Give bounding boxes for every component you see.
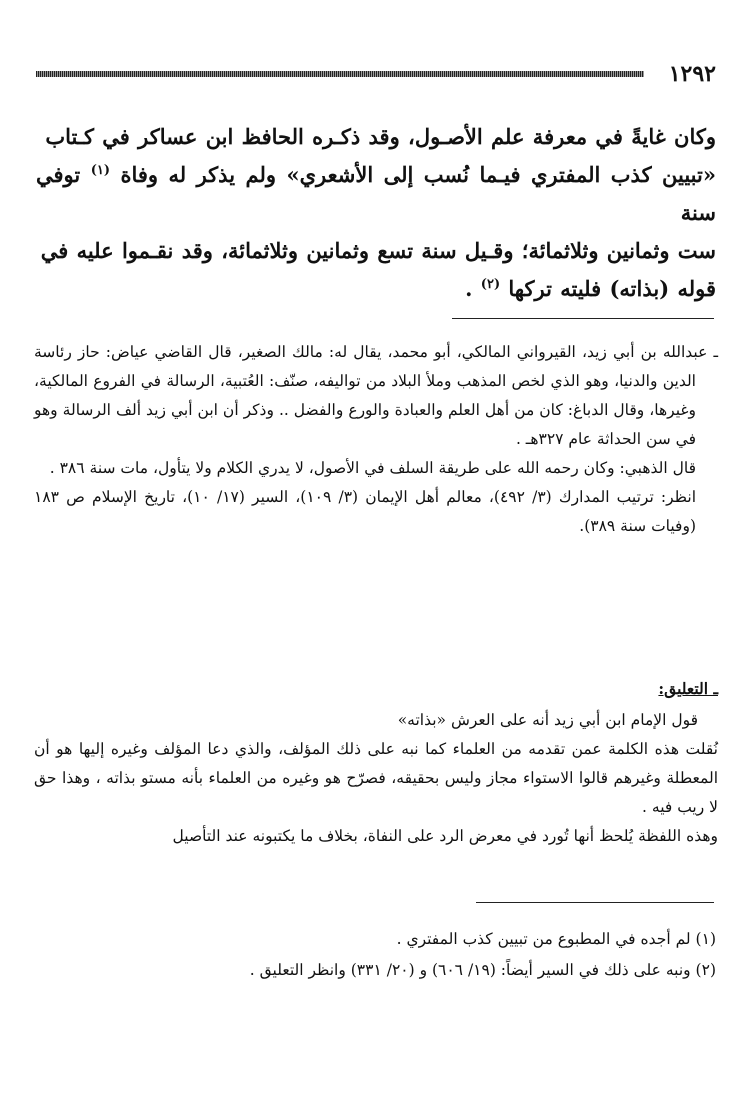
main-text-line [36, 156, 716, 232]
main-text-fragment: توفي سنة [36, 162, 716, 225]
commentary-paragraph: نُقلت هذه الكلمة عمن تقدمه من العلماء كما نبه على ذلك المؤلف، والذي دعا المؤلف وغيره إليها هو أن المعطلة وغيرهم قالوا الاستواء مجاز وليس بحقيقه، فصرّح هو وغيره من العلماء بأنه مستو بذاته ، وهذا حق لا ريب فيه . [34, 740, 718, 816]
main-text-line: وكان غايةً في معرفة علم الأصـول، وقد ذكـره الحافظ ابن عساكر في كـتاب [45, 124, 716, 149]
main-text-line: ست وثمانين وثلاثمائة؛ وقـيل سنة تسع وثمانين وثلاثمائة، وقد نقـموا عليه في [40, 238, 716, 263]
footnote-marker-2[interactable]: (٢) [480, 277, 501, 292]
sources-paragraph: انظر: ترتيب المدارك (٣/ ٤٩٢)، معالم أهل الإيمان (٣/ ١٠٩)، السير (١٧/ ١٠)، تاريخ الإسلام ص ١٨٣ (وفيات سنة ٣٨٩). [34, 488, 697, 535]
footnote-marker-1[interactable]: (١) [90, 163, 110, 178]
commentary-paragraph: وهذه اللفظة يُلحظ أنها تُورد في معرض الرد على النفاة، بخلاف ما يكتبونه عند التأصيل [172, 827, 718, 845]
commentary-heading: ـ التعليق: [658, 679, 718, 698]
page-header [36, 62, 716, 88]
biography-note [34, 338, 718, 541]
section-divider [452, 318, 714, 319]
commentary-section [34, 674, 718, 851]
main-text-fragment: . [465, 276, 473, 301]
main-text-fragment: قوله (بذاته) فليته تركها [508, 276, 716, 301]
main-text [36, 118, 716, 308]
footnote-2: (٢) ونبه على ذلك في السير أيضاً: (١٩/ ٦٠٦) و (٢٠/ ٣٣١) وانظر التعليق . [249, 961, 716, 979]
page-number: ١٢٩٢ [668, 61, 716, 87]
main-text-line [36, 270, 716, 308]
footnotes [36, 924, 716, 986]
footnote-1: (١) لم أجده في المطبوع من تبيين كذب المفتري . [396, 930, 716, 948]
biography-paragraph: ـ عبدالله بن أبي زيد، القيرواني المالكي، أبو محمد، يقال له: مالك الصغير، قال القاضي عياض: حاز رئاسة الدين والدنيا، وهو الذي لخص المذهب وملأ البلاد من تواليفه، صنّف: العُتبية، الرسالة في الفروع المالكية، وغيرها، وقال الدباغ: كان من أهل العلم والعبادة والورع والفضل .. وذكر أن ابن أبي زيد ألف الرسالة وهو في سن الحداثة عام ٣٢٧هـ . [34, 343, 718, 448]
biography-paragraph: قال الذهبي: وكان رحمه الله على طريقة السلف في الأصول، لا يدري الكلام ولا يتأول، مات سنة ٣٨٦ . [49, 459, 696, 477]
commentary-quote: قول الإمام ابن أبي زيد أنه على العرش «بذاته» [397, 711, 698, 729]
footnote-divider [476, 902, 714, 903]
header-rule [36, 71, 644, 77]
main-text-fragment: «تبيين كذب المفتري فيـما نُسب إلى الأشعري» ولم يذكر له وفاة [120, 162, 716, 187]
